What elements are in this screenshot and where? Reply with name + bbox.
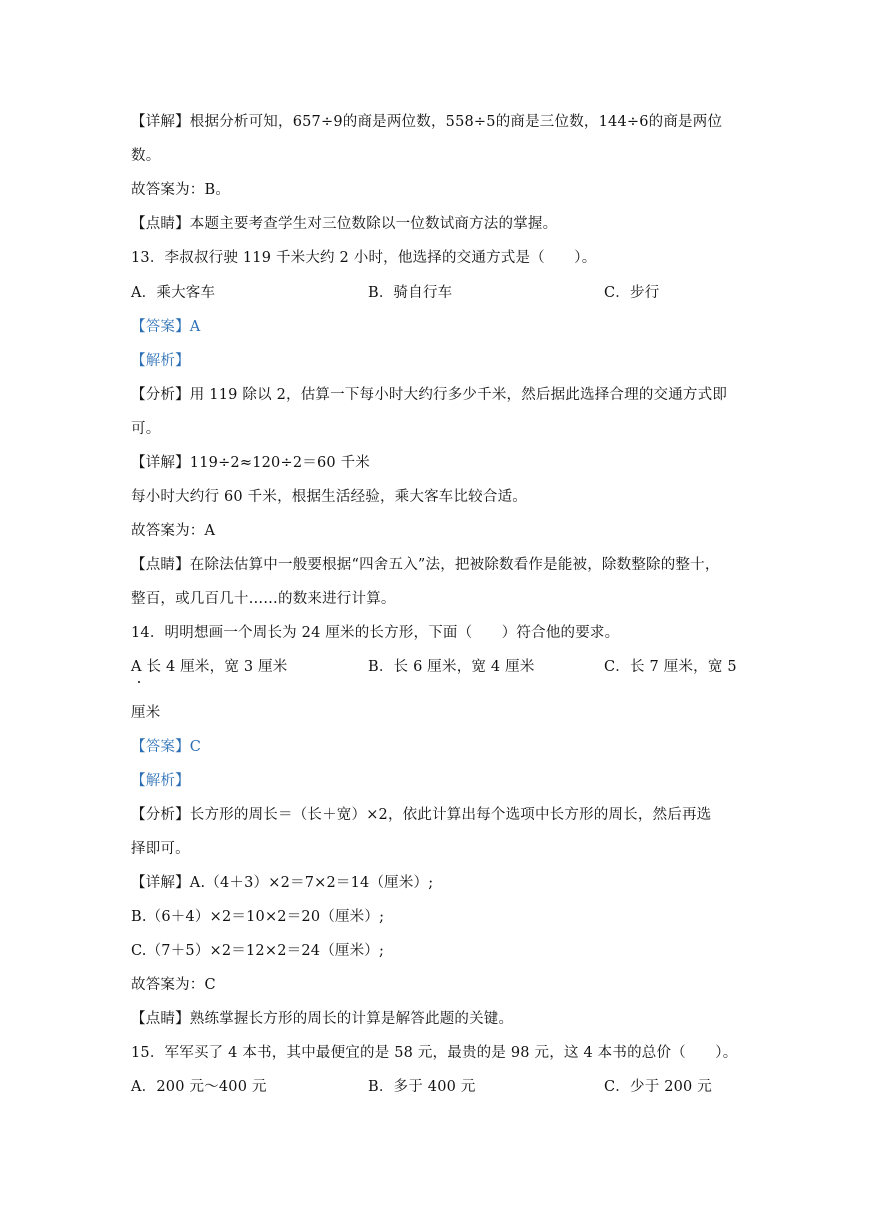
q14-option-c-wrap: 厘米 [131, 705, 161, 721]
q13-detail-2: 每小时大约行 60 千米，根据生活经验，乘大客车比较合适。 [131, 489, 527, 505]
q14-detail-c: C.（7＋5）×2＝12×2＝24（厘米）; [131, 943, 385, 959]
q13-question: 13．李叔叔行驶 119 千米大约 2 小时，他选择的交通方式是（ ）。 [131, 250, 597, 266]
q13-detail: 【详解】119÷2≈120÷2＝60 千米 [131, 455, 371, 471]
q13-analysis-label: 【解析】 [131, 353, 190, 369]
q14-answer-statement: 故答案为：C [131, 977, 216, 993]
q14-detail-a: 【详解】A.（4＋3）×2＝7×2＝14（厘米）; [131, 875, 434, 891]
q12-detail-line1: 【详解】根据分析可知，657÷9的商是两位数，558÷5的商是三位数，144÷6的商是两位 [131, 114, 723, 130]
q15-option-c: C．少于 200 元 [604, 1079, 712, 1095]
q12-answer-statement: 故答案为：B。 [131, 182, 231, 198]
q15-question: 15．军军买了 4 本书，其中最便宜的是 58 元，最贵的是 98 元，这 4 本书的总价（ ）。 [131, 1045, 738, 1061]
q14-option-c: C．长 7 厘米，宽 5 [604, 659, 737, 675]
q14-question: 14．明明想画一个周长为 24 厘米的长方形，下面（ ）符合他的要求。 [131, 625, 620, 641]
q15-option-b: B．多于 400 元 [368, 1079, 476, 1095]
q14-answer-label: 【答案】C [131, 739, 202, 755]
q14-analysis-label: 【解析】 [131, 773, 190, 789]
q12-detail-line2: 数。 [131, 148, 161, 164]
q14-detail-b: B.（6＋4）×2＝10×2＝20（厘米）; [131, 909, 385, 925]
q13-answer-statement: 故答案为：A [131, 523, 216, 539]
option-a-dot-mark [138, 681, 140, 683]
q13-option-c: C．步行 [604, 285, 660, 301]
q14-analysis-line2: 择即可。 [131, 841, 190, 857]
q13-comment-line2: 整百，或几百几十……的数来进行计算。 [131, 591, 396, 607]
q14-option-a: A 长 4 厘米，宽 3 厘米 [131, 659, 288, 675]
q13-answer-label: 【答案】A [131, 319, 201, 335]
q13-option-b: B．骑自行车 [368, 285, 453, 301]
q13-comment-line1: 【点睛】在除法估算中一般要根据“四舍五入”法，把被除数看作是能被，除数整除的整十， [131, 557, 720, 573]
q13-analysis-line1: 【分析】用 119 除以 2，估算一下每小时大约行多少千米，然后据此选择合理的交通方式即 [131, 387, 728, 403]
q14-comment: 【点睛】熟练掌握长方形的周长的计算是解答此题的关键。 [131, 1011, 514, 1027]
q13-option-a: A．乘大客车 [131, 285, 216, 301]
q12-comment: 【点睛】本题主要考查学生对三位数除以一位数试商方法的掌握。 [131, 216, 558, 232]
q14-option-b: B．长 6 厘米，宽 4 厘米 [368, 659, 535, 675]
q15-option-a: A．200 元～400 元 [131, 1079, 267, 1095]
q14-analysis-line1: 【分析】长方形的周长＝（长＋宽）×2，依此计算出每个选项中长方形的周长，然后再选 [131, 807, 712, 823]
q13-analysis-line2: 可。 [131, 421, 161, 437]
